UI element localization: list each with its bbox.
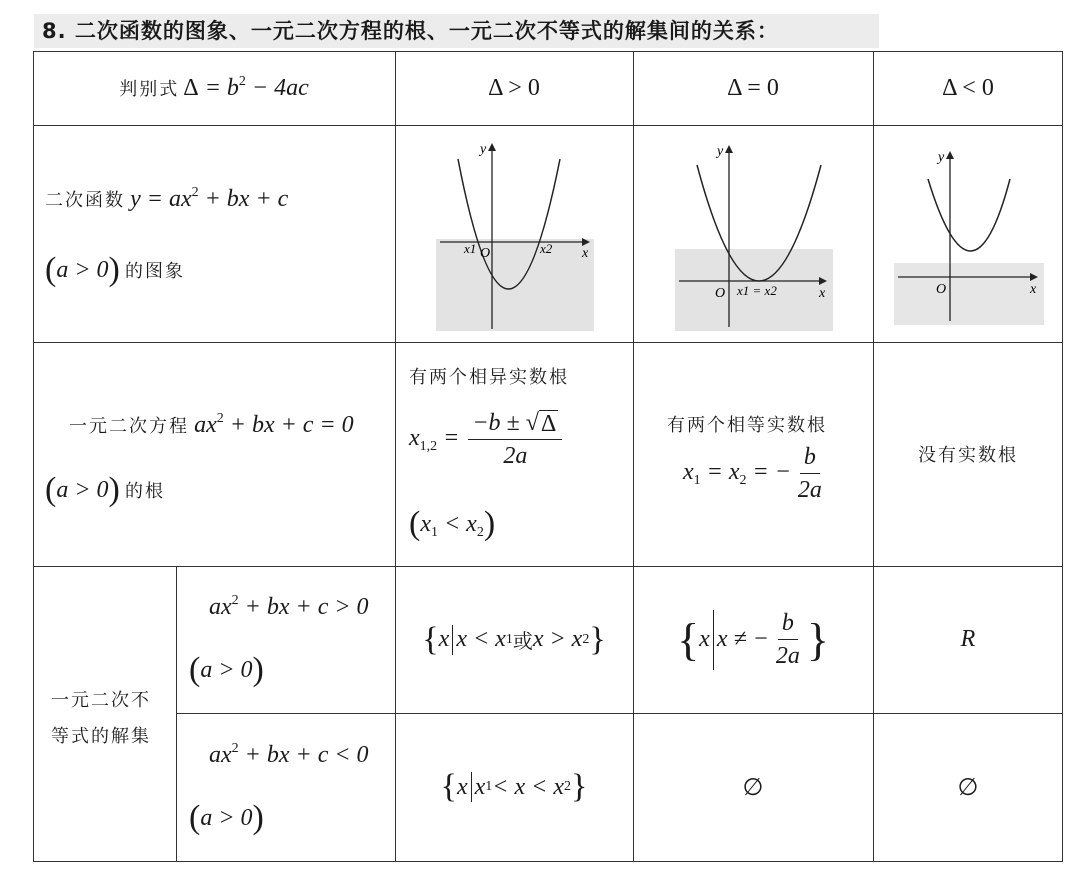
ineq-gt-cond: (a > 0) [189,651,264,688]
section-heading: 8. 二次函数的图象、一元二次方程的根、一元二次不等式的解集间的关系： [34,14,879,48]
graph1-x-axis: x [582,246,589,261]
parabola-no-root [894,145,1044,325]
graph2-y-axis: y [717,144,724,159]
roots-row-label [69,411,354,439]
discriminant-formula: $\Delta = b^2 - 4ac$ [183,74,309,101]
inequality-group-label [51,683,151,755]
graph-label-formula: $y = ax^2$ + bx + c [130,185,289,212]
graph2-double-root: x1 = x2 [737,283,777,298]
graph3-y-axis: y [938,150,945,165]
roots-neg-text: 没有实数根 [918,445,1018,466]
ineq-lt-pos: { x x 1 < x < x 2 } [440,768,588,805]
header-delta-positive: Δ > 0 [488,74,540,101]
header-discriminant [33,51,395,125]
graph1-origin: O [480,246,491,261]
graph2-x-axis: x [819,286,826,301]
graph1-root2: x2 [540,241,553,256]
ineq-gt-zero: { x x ≠ − $\frac{b}{2a}$ } [677,610,829,669]
roots-cond-formula: (a > 0) [45,471,120,508]
graph-label-text: 二次函数 [45,190,125,211]
graph2-origin: O [715,286,726,301]
graph1-root1: x1 [464,241,477,256]
roots-pos-formula: $x_{1,2}$ = −b ± √ Δ 2a [409,409,565,470]
relation-table [33,51,1063,862]
roots-label-text: 一元二次方程 [69,416,189,437]
roots-label-formula: $ax^2$ + bx + c = 0 [194,411,354,438]
ineq-label-line2: 等式的解集 [51,726,151,747]
header-delta-negative: Δ < 0 [942,74,994,101]
ineq-gt-neg: R [960,626,976,652]
graph1-y-axis: y [480,142,487,157]
roots-pos-text: 有两个相异实数根 [409,367,569,388]
parabola-one-root [675,139,833,331]
graph-cond-formula: (a > 0) [45,251,120,288]
ineq-label-line1: 一元二次不 [51,690,151,711]
roots-pos-cond: $(x_1 < x_2)$ [409,505,496,542]
parabola-two-roots [436,139,594,331]
discriminant-label: 判别式 [119,79,180,100]
graph-row-cond [45,251,185,289]
roots-zero-formula: $x_1 = x_2$ = − $\frac{b}{2a}$ [683,444,822,503]
ineq-gt-or: 或 [512,629,533,653]
ineq-gt-pos: { x x < x 1 或 x > x 2 } [422,620,606,658]
ineq-lt-cond: (a > 0) [189,799,264,836]
graph3-x-axis: x [1030,282,1037,297]
ineq-lt-neg: ∅ [957,774,979,801]
roots-cond-text: 的根 [124,481,165,502]
ineq-lt-formula: $ax^2$ + bx + c < 0 [209,741,369,768]
ineq-gt-formula: $ax^2$ + bx + c > 0 [209,593,369,620]
roots-row-cond [45,471,165,509]
ineq-lt-zero: ∅ [742,774,764,801]
graph3-origin: O [936,282,947,297]
roots-zero-text: 有两个相等实数根 [667,415,827,436]
graph-cond-text: 的图象 [124,261,185,282]
header-delta-zero: Δ = 0 [727,74,779,101]
graph-row-label [45,185,288,213]
